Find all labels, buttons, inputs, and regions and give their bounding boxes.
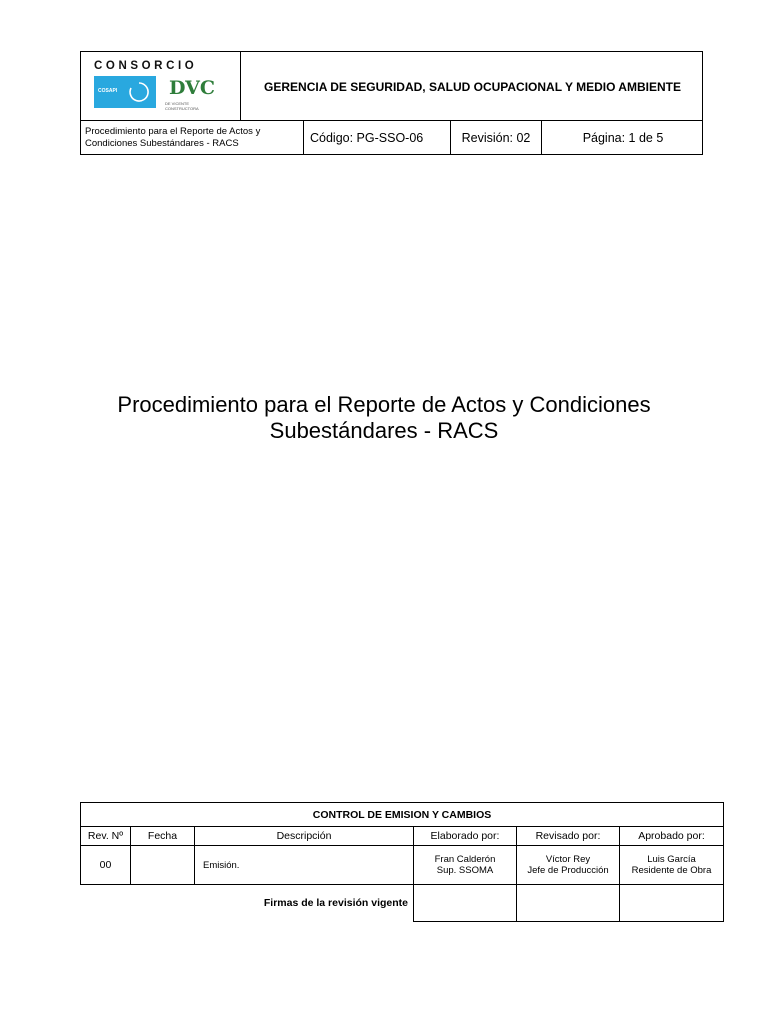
cell-revisado [516,845,620,885]
cosapi-logo-text: COSAPI [98,88,118,94]
revisado-role: Jefe de Producción [527,865,609,876]
cell-elaborado [413,845,517,885]
page-title-line1: Procedimiento para el Reporte de Actos y Condiciones [117,392,651,417]
document-revision: Revisión: 02 [451,121,542,155]
page-title [0,392,768,444]
aprobado-name: Luis García [647,854,696,865]
consortium-logo [81,52,241,120]
revisado-name: Víctor Rey [545,854,591,865]
header-row-top [81,52,702,121]
cosapi-ring-icon [127,80,151,104]
page-title-line2: Subestándares - RACS [269,418,499,443]
header-row-bottom [81,121,702,155]
cosapi-logo [94,76,156,108]
page-number: Página: 1 de 5 [582,131,664,145]
logo-title: CONSORCIO [94,60,198,72]
column-header-fecha: Fecha [130,826,195,846]
firmas-label: Firmas de la revisión vigente [263,897,408,909]
dvc-logo [159,76,219,111]
cell-fecha [130,845,195,885]
department-title: GERENCIA DE SEGURIDAD, SALUD OCUPACIONAL Y MEDIO AMBIENTE [264,79,681,94]
aprobado-role: Residente de Obra [631,865,712,876]
elaborado-name: Fran Calderón [434,854,496,865]
control-table [80,802,724,922]
signature-elaborado [413,884,517,922]
column-header-elaborado: Elaborado por: [413,826,517,846]
column-header-aprobado: Aprobado por: [619,826,724,846]
column-header-descripcion: Descripción [194,826,414,846]
document-name-line2: Condiciones Subestándares - RACS [85,138,239,149]
signature-aprobado [619,884,724,922]
dvc-logo-text: DVC [169,77,216,99]
column-header-rev: Rev. Nº [80,826,131,846]
document-name-line1: Procedimiento para el Reporte de Actos y [85,126,261,137]
signature-revisado [516,884,620,922]
document-name-cell [81,121,304,155]
cell-rev: 00 [80,845,131,885]
document-code: Código: PG-SSO-06 [304,121,451,155]
elaborado-role: Sup. SSOMA [436,865,494,876]
document-header [80,51,703,155]
control-table-heading: CONTROL DE EMISION Y CAMBIOS [80,802,724,827]
column-header-revisado: Revisado por: [516,826,620,846]
cell-descripcion: Emisión. [194,845,414,885]
cell-aprobado [619,845,724,885]
dvc-logo-subtext: DE VICENTE CONSTRUCTORA [165,101,199,111]
